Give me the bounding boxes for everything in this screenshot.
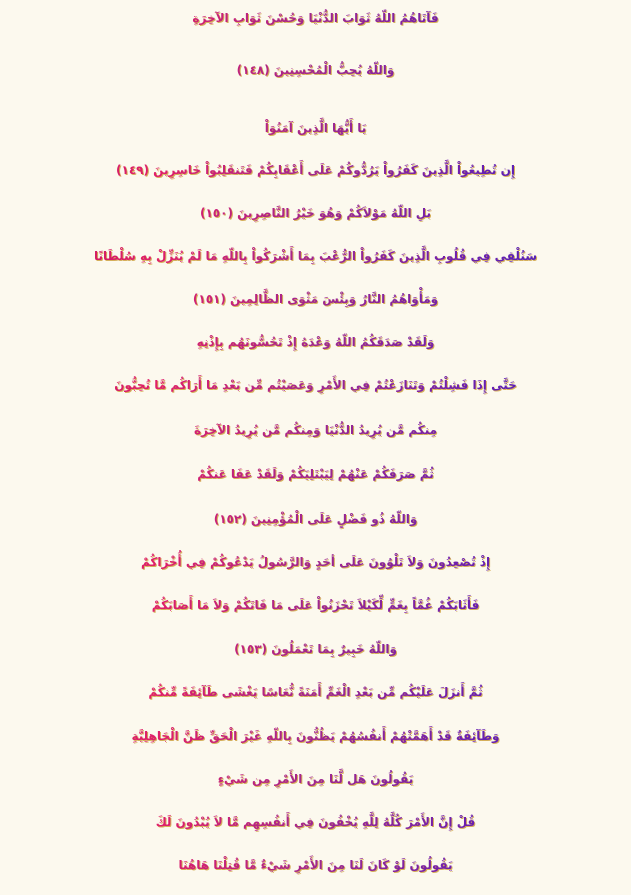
verse-line-7: وَمَأْوَاهُمُ النَّارُ وَبِئْسَ مَثْوَى الظَّالِمِينَ (١٥١) (0, 284, 631, 314)
verse-line-11: ثُمَّ صَرَفَكُمْ عَنْهُمْ لِيَبْتَلِيَكُمْ وَلَقَدْ عَفَا عَنكُمْ (0, 459, 631, 489)
verse-line-2: وَاللّهُ يُحِبُّ الْمُحْسِنِينَ (١٤٨) (0, 55, 631, 85)
verse-line-19: قُلْ إِنَّ الأَمْرَ كُلَّهُ لِلَّهِ يُخْفُونَ فِي أَنفُسِهِم مَّا لاَ يُبْدُونَ لَكَ (0, 807, 631, 837)
verse-line-4: إِن تُطِيعُواْ الَّذِينَ كَفَرُواْ يَرُدُّوكُمْ عَلَى أَعْقَابِكُمْ فَتَنقَلِبُواْ خَاسِرِينَ (١٤٩) (0, 155, 631, 185)
verse-line-20: يَقُولُونَ لَوْ كَانَ لَنَا مِنَ الأَمْرِ شَيْءٌ مَّا قُتِلْنَا هَاهُنَا (0, 850, 631, 880)
verse-line-15: وَاللّهُ خَبِيرٌ بِمَا تَعْمَلُونَ (١٥٣) (0, 634, 631, 664)
verse-line-6: سَنُلْقِي فِي قُلُوبِ الَّذِينَ كَفَرُواْ الرُّعْبَ بِمَا أَشْرَكُواْ بِاللّهِ مَا لَمْ يُنَزِّلْ بِهِ سُلْطَانًا (0, 241, 631, 271)
verse-line-14: فَأَثَابَكُمْ غُمَّاً بِغَمٍّ لِّكَيْلاَ تَحْزَنُواْ عَلَى مَا فَاتَكُمْ وَلاَ مَا أَصَابَكُمْ (0, 590, 631, 620)
verse-line-12: وَاللّهُ ذُو فَضْلٍ عَلَى الْمُؤْمِنِينَ (١٥٢) (0, 504, 631, 534)
verse-line-16: ثُمَّ أَنزَلَ عَلَيْكُم مِّن بَعْدِ الْغَمِّ أَمَنَةً نُّعَاسًا يَغْشَى طَآئِفَةً مِّنكُمْ (0, 677, 631, 707)
verse-line-10: مِنكُم مَّن يُرِيدُ الدُّنْيَا وَمِنكُم مَّن يُرِيدُ الآخِرَةَ (0, 415, 631, 445)
verse-line-5: بَلِ اللّهُ مَوْلاَكُمْ وَهُوَ خَيْرُ النَّاصِرِينَ (١٥٠) (0, 198, 631, 228)
verse-line-18: يَقُولُونَ هَل لَّنَا مِنَ الأَمْرِ مِن شَيْءٍ (0, 764, 631, 794)
verse-line-13: إِذْ تُصْعِدُونَ وَلاَ تَلْوُونَ عَلَى أحَدٍ وَالرَّسُولُ يَدْعُوكُمْ فِي أُخْرَاكُمْ (0, 547, 631, 577)
verse-line-17: وَطَآئِفَةٌ قَدْ أَهَمَّتْهُمْ أَنفُسُهُمْ يَظُنُّونَ بِاللّهِ غَيْرَ الْحَقِّ ظَنَّ الْجَاهِلِيَّةِ (0, 721, 631, 751)
verse-line-3: يَا أَيُّهَا الَّذِينَ آمَنُوَاْ (0, 113, 631, 143)
verse-line-8: وَلَقَدْ صَدَقَكُمُ اللّهُ وَعْدَهُ إِذْ تَحُسُّونَهُم بِإِذْنِهِ (0, 327, 631, 357)
verse-line-9: حَتَّى إِذَا فَشِلْتُمْ وَتَنَازَعْتُمْ فِي الأَمْرِ وَعَصَيْتُم مِّن بَعْدِ مَا أَرَاكُم مَّا تُحِبُّونَ (0, 370, 631, 400)
verse-line-1: فَآتَاهُمُ اللّهُ ثَوَابَ الدُّنْيَا وَحُسْنَ ثَوَابِ الآخِرَةِ (0, 3, 631, 33)
